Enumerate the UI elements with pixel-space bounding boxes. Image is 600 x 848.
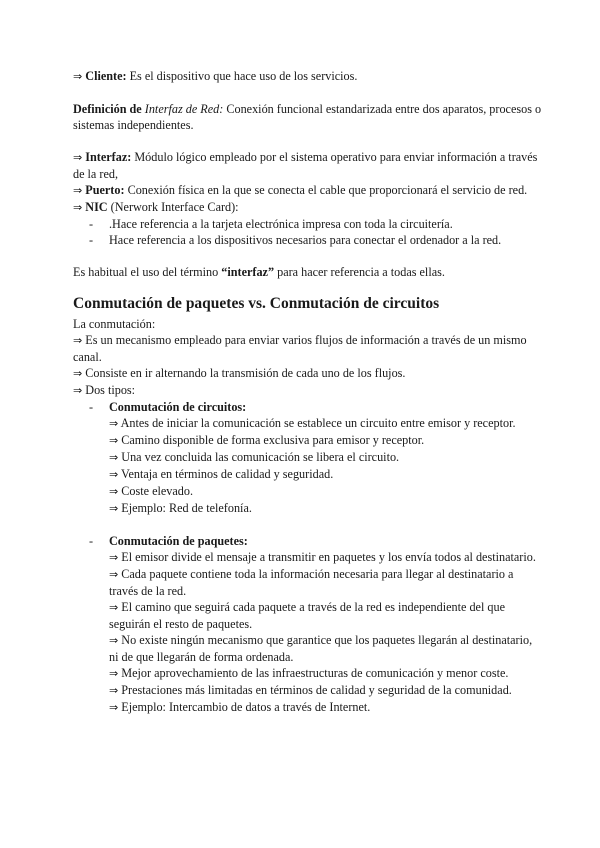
conmutacion-point (73, 382, 543, 399)
arrow-icon: ⇒ (109, 417, 119, 430)
nic-item-text: .Hace referencia a la tarjeta electrónica impresa con toda la circuitería. (109, 217, 453, 231)
habitual-line (73, 264, 543, 280)
cliente-line (73, 68, 543, 85)
arrow-icon: ⇒ (109, 468, 119, 481)
interfaz-text: Módulo lógico empleado por el sistema operativo para enviar información a través de la red, (73, 150, 538, 181)
arrow-icon: ⇒ (73, 70, 83, 83)
habitual-term: “interfaz” (221, 265, 275, 279)
definicion-text: Conexión funcional estandarizada entre dos aparatos, procesos o sistemas independientes. (73, 102, 542, 132)
paquetes-point-text: Prestaciones más limitadas en términos de calidad y seguridad de la comunidad. (121, 683, 512, 697)
habitual-before: Es habitual el uso del término (73, 265, 222, 279)
conmutacion-point-text: Es un mecanismo empleado para enviar varios flujos de información a través de un mismo canal. (73, 333, 527, 364)
arrow-icon: ⇒ (109, 701, 119, 714)
arrow-icon: ⇒ (73, 184, 83, 197)
definicion-term: Interfaz de Red: (144, 102, 224, 116)
paquetes-point (73, 549, 543, 566)
dash-bullet: - (89, 400, 94, 414)
definicion-paragraph (73, 101, 543, 133)
nic-line (73, 199, 543, 216)
cliente-term: Cliente: (85, 69, 127, 83)
dash-bullet: - (89, 217, 94, 231)
circuitos-heading (73, 399, 543, 415)
paquetes-point-text: No existe ningún mecanismo que garantice que los paquetes llegarán al destinatario, ni de que llegarán de forma ordenada. (109, 633, 533, 664)
circuitos-point-text: Una vez concluida las comunicación se libera el circuito. (121, 450, 400, 464)
nic-item (73, 232, 543, 248)
arrow-icon: ⇒ (73, 151, 83, 164)
nic-text: (Nerwork Interface Card): (107, 200, 239, 214)
dash-bullet: - (89, 233, 94, 247)
circuitos-point (73, 449, 543, 466)
arrow-icon: ⇒ (73, 334, 83, 347)
arrow-icon: ⇒ (109, 634, 119, 647)
arrow-icon: ⇒ (109, 451, 119, 464)
paquetes-point-text: Cada paquete contiene toda la información necesaria para llegar al destinatario a través de la red. (109, 567, 514, 598)
paquetes-point (73, 682, 543, 699)
habitual-after: para hacer referencia a todas ellas. (274, 265, 445, 279)
paquetes-title: Conmutación de paquetes: (109, 534, 248, 548)
arrow-icon: ⇒ (73, 201, 83, 214)
arrow-icon: ⇒ (109, 684, 119, 697)
interfaz-line (73, 149, 543, 182)
circuitos-point (73, 415, 543, 432)
puerto-text: Conexión física en la que se conecta el cable que proporcionará el servicio de red. (124, 183, 528, 197)
paquetes-point-text: Ejemplo: Intercambio de datos a través de Internet. (121, 700, 371, 714)
circuitos-point (73, 466, 543, 483)
section-title: Conmutación de paquetes vs. Conmutación de circuitos (73, 295, 440, 312)
circuitos-point-text: Antes de iniciar la comunicación se establece un circuito entre emisor y receptor. (120, 416, 516, 430)
nic-term: NIC (85, 200, 108, 214)
paquetes-heading (73, 533, 543, 549)
circuitos-point-text: Camino disponible de forma exclusiva para emisor y receptor. (121, 433, 425, 447)
paquetes-point-text: Mejor aprovechamiento de las infraestructuras de comunicación y menor coste. (121, 666, 509, 680)
arrow-icon: ⇒ (109, 551, 119, 564)
arrow-icon: ⇒ (109, 568, 119, 581)
nic-item-text: Hace referencia a los dispositivos necesarios para conectar el ordenador a la red. (109, 233, 502, 247)
conmutacion-point-text: Consiste en ir alternando la transmisión de cada uno de los flujos. (85, 366, 406, 380)
circuitos-point-text: Coste elevado. (121, 484, 194, 498)
puerto-term: Puerto: (85, 183, 125, 197)
cliente-text: Es el dispositivo que hace uso de los servicios. (126, 69, 358, 83)
arrow-icon: ⇒ (109, 601, 119, 614)
interfaz-term: Interfaz: (85, 150, 132, 164)
document-page (73, 68, 543, 716)
paquetes-point (73, 632, 543, 665)
circuitos-point-text: Ejemplo: Red de telefonía. (121, 501, 252, 515)
arrow-icon: ⇒ (109, 667, 119, 680)
conmutacion-intro: La conmutación: (73, 317, 156, 331)
arrow-icon: ⇒ (109, 485, 119, 498)
paquetes-point (73, 699, 543, 716)
paquetes-point-text: El camino que seguirá cada paquete a través de la red es independiente del que seguirán el resto de paquetes. (109, 600, 505, 631)
paquetes-point (73, 599, 543, 632)
conmutacion-point-text: Dos tipos: (85, 383, 136, 397)
arrow-icon: ⇒ (109, 434, 119, 447)
circuitos-point (73, 500, 543, 517)
arrow-icon: ⇒ (73, 367, 83, 380)
conmutacion-point (73, 365, 543, 382)
arrow-icon: ⇒ (73, 384, 83, 397)
circuitos-point-text: Ventaja en términos de calidad y seguridad. (121, 467, 334, 481)
conmutacion-point (73, 332, 543, 365)
circuitos-point (73, 483, 543, 500)
puerto-line (73, 182, 543, 199)
nic-item (73, 216, 543, 232)
arrow-icon: ⇒ (109, 502, 119, 515)
paquetes-point (73, 566, 543, 599)
circuitos-title: Conmutación de circuitos: (109, 400, 247, 414)
paquetes-point (73, 665, 543, 682)
dash-bullet: - (89, 534, 94, 548)
definicion-label: Definición de (73, 102, 142, 116)
paquetes-point-text: El emisor divide el mensaje a transmitir en paquetes y los envía todos al destinatario. (121, 550, 536, 564)
circuitos-point (73, 432, 543, 449)
